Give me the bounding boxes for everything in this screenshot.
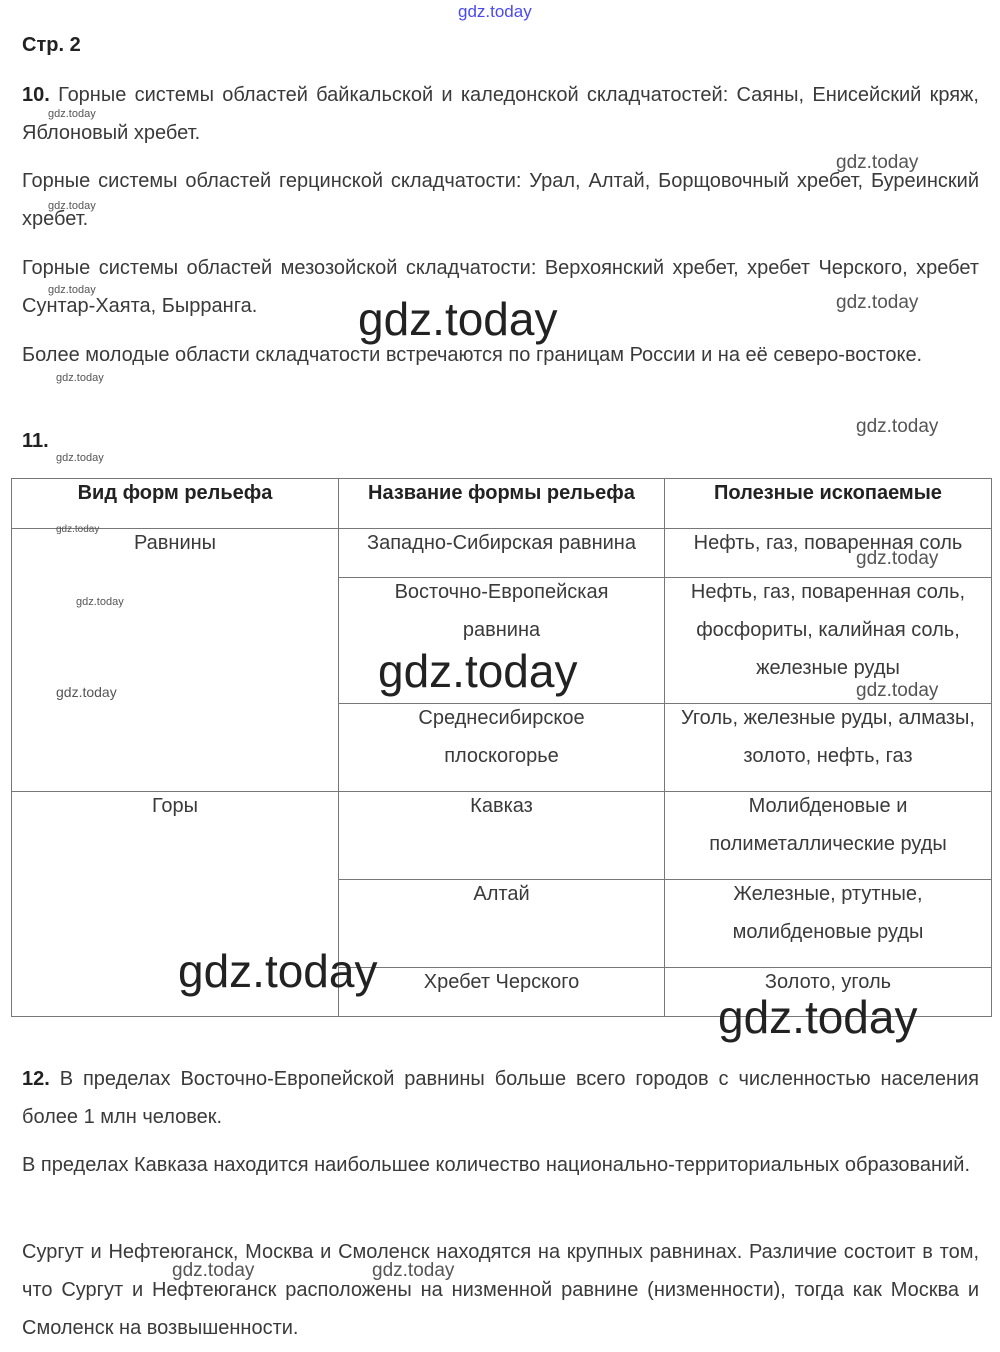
watermark: gdz.today xyxy=(458,2,532,21)
minerals-cell xyxy=(665,792,992,880)
relief-name: Хребет Черского xyxy=(423,971,580,993)
header-minerals: Полезные ископаемые xyxy=(665,479,992,529)
relief-type: Горы xyxy=(151,795,199,817)
relief-table xyxy=(11,478,992,1017)
task10-paragraph-3: Горные системы областей мезозойской складчатости: Верхоянский хребет, хребет Черского, хребет Сунтар-Хаята, Бырранга. xyxy=(22,257,979,317)
relief-name: Алтай xyxy=(473,883,530,905)
watermark: gdz.today xyxy=(358,293,558,345)
minerals-cell xyxy=(665,704,992,792)
relief-name-cell xyxy=(339,968,665,1017)
watermark: gdz.today xyxy=(378,645,578,697)
watermark: gdz.today xyxy=(856,416,939,437)
task12-paragraph-2: В пределах Кавказа находится наибольшее количество национально-территориальных образований. xyxy=(22,1154,970,1176)
task11-number: 11. xyxy=(22,430,49,452)
relief-name: Восточно-Европейская равнина xyxy=(394,581,609,641)
table-header-row xyxy=(12,479,992,529)
relief-name-cell xyxy=(339,792,665,880)
task10-paragraph-2: Горные системы областей герцинской складчатости: Урал, Алтай, Борщовочный хребет, Буреинский хребет. xyxy=(22,170,979,230)
task12-number: 12. xyxy=(22,1068,50,1090)
watermark: gdz.today xyxy=(76,596,124,608)
minerals: Молибденовые и полиметаллические руды xyxy=(709,795,947,855)
page-label: Стр. 2 xyxy=(22,34,81,56)
watermark: gdz.today xyxy=(56,452,104,464)
minerals-cell xyxy=(665,578,992,704)
watermark: gdz.today xyxy=(836,152,919,173)
minerals: Нефть, газ, поваренная соль xyxy=(693,532,963,554)
header-relief-name: Название формы рельефа xyxy=(339,479,665,529)
relief-name: Западно-Сибирская равнина xyxy=(367,532,636,554)
watermark: gdz.today xyxy=(856,680,939,701)
watermark: gdz.today xyxy=(172,1260,255,1281)
watermark: gdz.today xyxy=(718,991,918,1043)
relief-name-cell xyxy=(339,880,665,968)
relief-name: Кавказ xyxy=(470,795,533,817)
watermark: gdz.today xyxy=(56,372,104,384)
task10-paragraph-4: Более молодые области складчатости встречаются по границам России и на её северо-востоке. xyxy=(22,344,923,366)
relief-name: Среднесибирское плоскогорье xyxy=(418,707,585,767)
watermark: gdz.today xyxy=(56,684,117,700)
task10-text-1: Горные системы областей байкальской и каледонской складчатостей: Саяны, Енисейский кряж, Яблоновый хребет. xyxy=(22,84,979,144)
watermark: gdz.today xyxy=(48,284,96,296)
task10-number: 10. xyxy=(22,84,50,106)
task12-text-1: В пределах Восточно-Европейской равнины больше всего городов с численностью населения более 1 млн человек. xyxy=(22,1068,979,1128)
watermark: gdz.today xyxy=(178,945,378,997)
task12-paragraph-3: Сургут и Нефтеюганск, Москва и Смоленск находятся на крупных равнинах. Различие состоит в том, что Сургут и Нефтеюганск расположены на низменной равнине (низменности), тогда как Москва и Смоленск на возвышенности. xyxy=(22,1241,979,1339)
table-row xyxy=(12,792,992,880)
task10-paragraph-1 xyxy=(22,76,979,152)
header-relief-type: Вид форм рельефа xyxy=(12,479,339,529)
relief-name-cell xyxy=(339,704,665,792)
watermark: gdz.today xyxy=(836,292,919,313)
relief-type-cell xyxy=(12,529,339,792)
watermark: gdz.today xyxy=(856,548,939,569)
watermark: gdz.today xyxy=(48,108,96,120)
minerals: Золото, уголь xyxy=(764,971,892,993)
minerals: Уголь, железные руды, алмазы, золото, нефть, газ xyxy=(681,707,975,767)
minerals-cell xyxy=(665,880,992,968)
minerals: Железные, ртутные, молибденовые руды xyxy=(732,883,924,943)
watermark: gdz.today xyxy=(56,524,100,535)
minerals-cell xyxy=(665,529,992,578)
watermark: gdz.today xyxy=(48,200,96,212)
table-row xyxy=(12,529,992,578)
minerals: Нефть, газ, поваренная соль, фосфориты, калийная соль, железные руды xyxy=(690,581,966,679)
watermark: gdz.today xyxy=(372,1260,455,1281)
task12-paragraph-1 xyxy=(22,1060,979,1136)
relief-name-cell xyxy=(339,529,665,578)
relief-type: Равнины xyxy=(133,532,217,554)
